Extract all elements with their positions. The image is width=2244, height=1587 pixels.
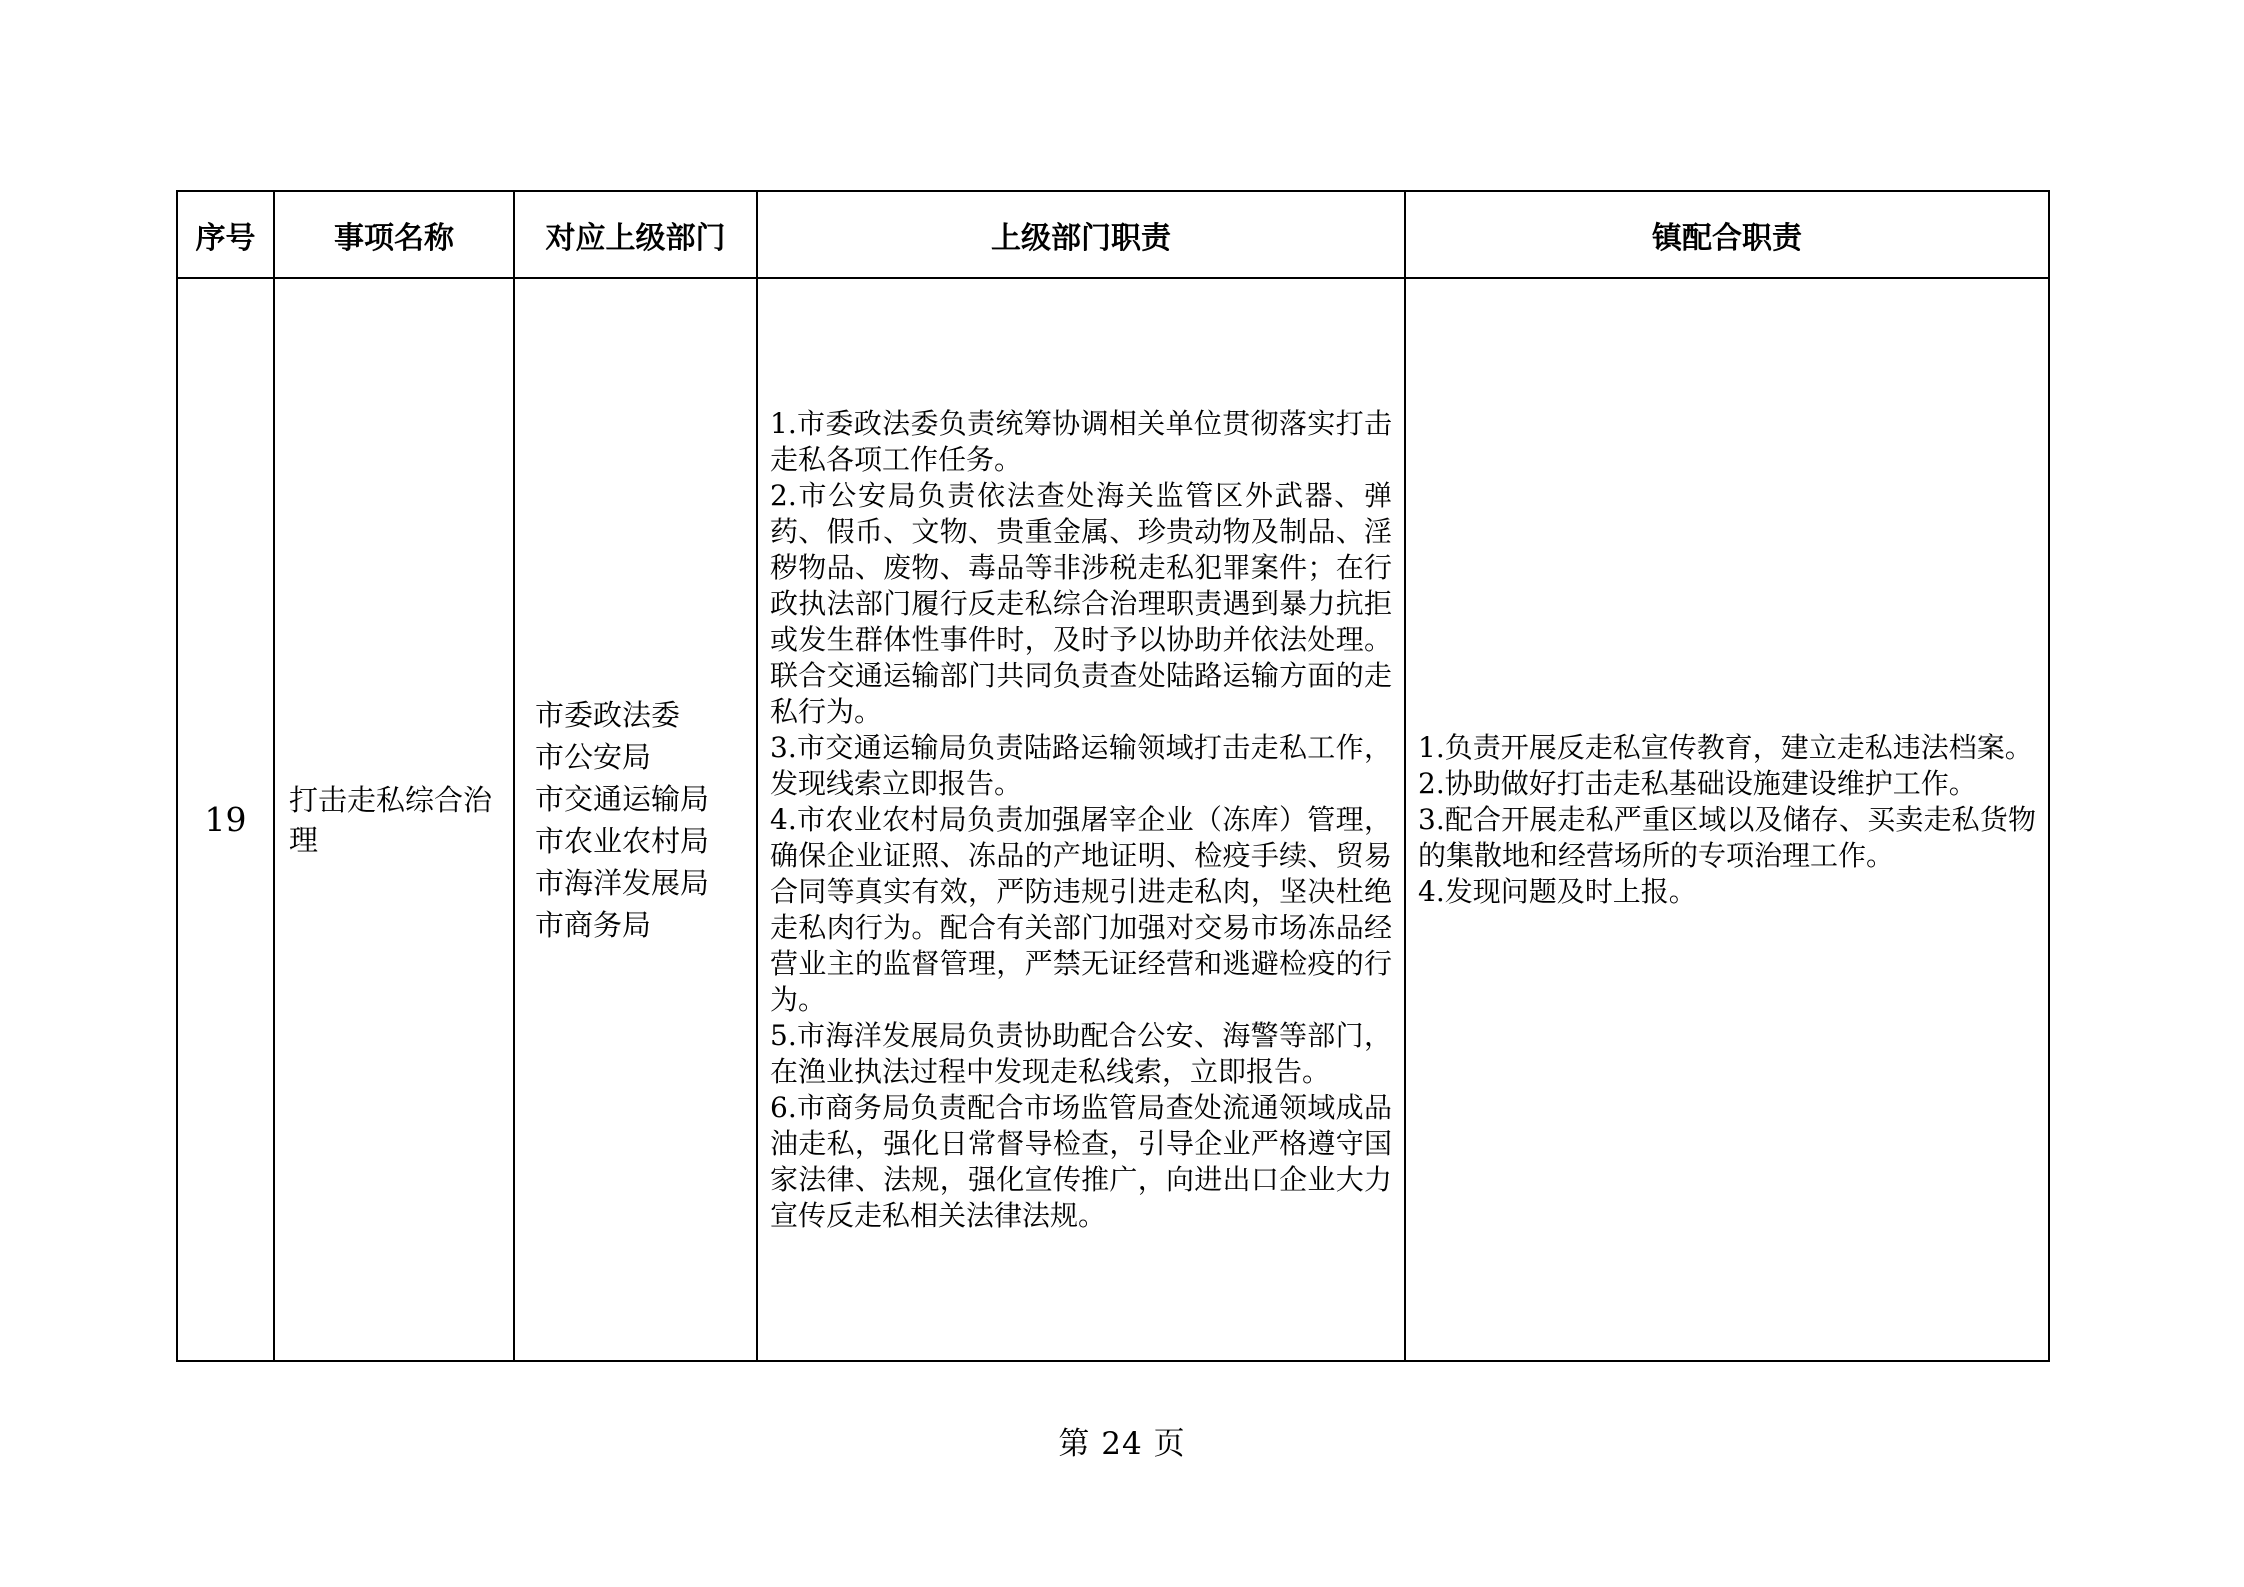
superior-duty-paragraph: 6.市商务局负责配合市场监管局查处流通领域成品油走私，强化日常督导检查，引导企业严格遵守国家法律、法规，强化宣传推广，向进出口企业大力宣传反走私相关法律法规。: [770, 1090, 1392, 1232]
cell-item-name: 打击走私综合治理: [274, 278, 514, 1361]
superior-duty-paragraph: 2.市公安局负责依法查处海关监管区外武器、弹药、假币、文物、贵重金属、珍贵动物及制品、淫秽物品、废物、毒品等非涉税走私犯罪案件；在行政执法部门履行反走私综合治理职责遇到暴力抗拒或发生群体性事件时，及时予以协助并依法处理。联合交通运输部门共同负责查处陆路运输方面的走私行为。: [770, 478, 1392, 728]
department-line: 市委政法委: [535, 697, 681, 732]
superior-duty-paragraph: 5.市海洋发展局负责协助配合公安、海警等部门，在渔业执法过程中发现走私线索，立即报告。: [770, 1018, 1392, 1088]
town-duty-paragraph: 2.协助做好打击走私基础设施建设维护工作。: [1418, 766, 1977, 800]
page-number: 第 24 页: [1058, 1426, 1186, 1462]
department-line: 市海洋发展局: [535, 865, 710, 900]
town-duty-paragraph: 3.配合开展走私严重区域以及储存、买卖走私货物的集散地和经营场所的专项治理工作。: [1418, 802, 2036, 872]
town-duty-paragraph: 4.发现问题及时上报。: [1418, 874, 1697, 908]
cell-superior-duties: [757, 278, 1405, 1361]
department-line: 市农业农村局: [535, 823, 710, 858]
department-line: 市公安局: [535, 739, 652, 774]
header-superior-department: 对应上级部门: [514, 191, 757, 278]
header-item-name: 事项名称: [274, 191, 514, 278]
superior-duty-paragraph: 4.市农业农村局负责加强屠宰企业（冻库）管理，确保企业证照、冻品的产地证明、检疫手续、贸易合同等真实有效，严防违规引进走私肉，坚决杜绝走私肉行为。配合有关部门加强对交易市场冻品经营业主的监督管理，严禁无证经营和逃避检疫的行为。: [770, 802, 1392, 1016]
table-row: [177, 278, 2049, 1361]
town-duty-paragraph: 1.负责开展反走私宣传教育，建立走私违法档案。: [1418, 730, 2033, 764]
department-line: 市交通运输局: [535, 781, 710, 816]
superior-duty-paragraph: 1.市委政法委负责统筹协调相关单位贯彻落实打击走私各项工作任务。: [770, 406, 1392, 476]
responsibility-table: [176, 190, 2050, 1362]
header-town-duties: 镇配合职责: [1405, 191, 2049, 278]
header-serial-number: 序号: [177, 191, 274, 278]
department-line: 市商务局: [535, 907, 652, 942]
cell-departments: [514, 278, 757, 1361]
cell-town-duties: [1405, 278, 2049, 1361]
cell-serial-number: 19: [177, 278, 274, 1361]
superior-duty-paragraph: 3.市交通运输局负责陆路运输领域打击走私工作，发现线索立即报告。: [770, 730, 1392, 800]
table-header-row: [177, 191, 2049, 278]
header-superior-duties: 上级部门职责: [757, 191, 1405, 278]
